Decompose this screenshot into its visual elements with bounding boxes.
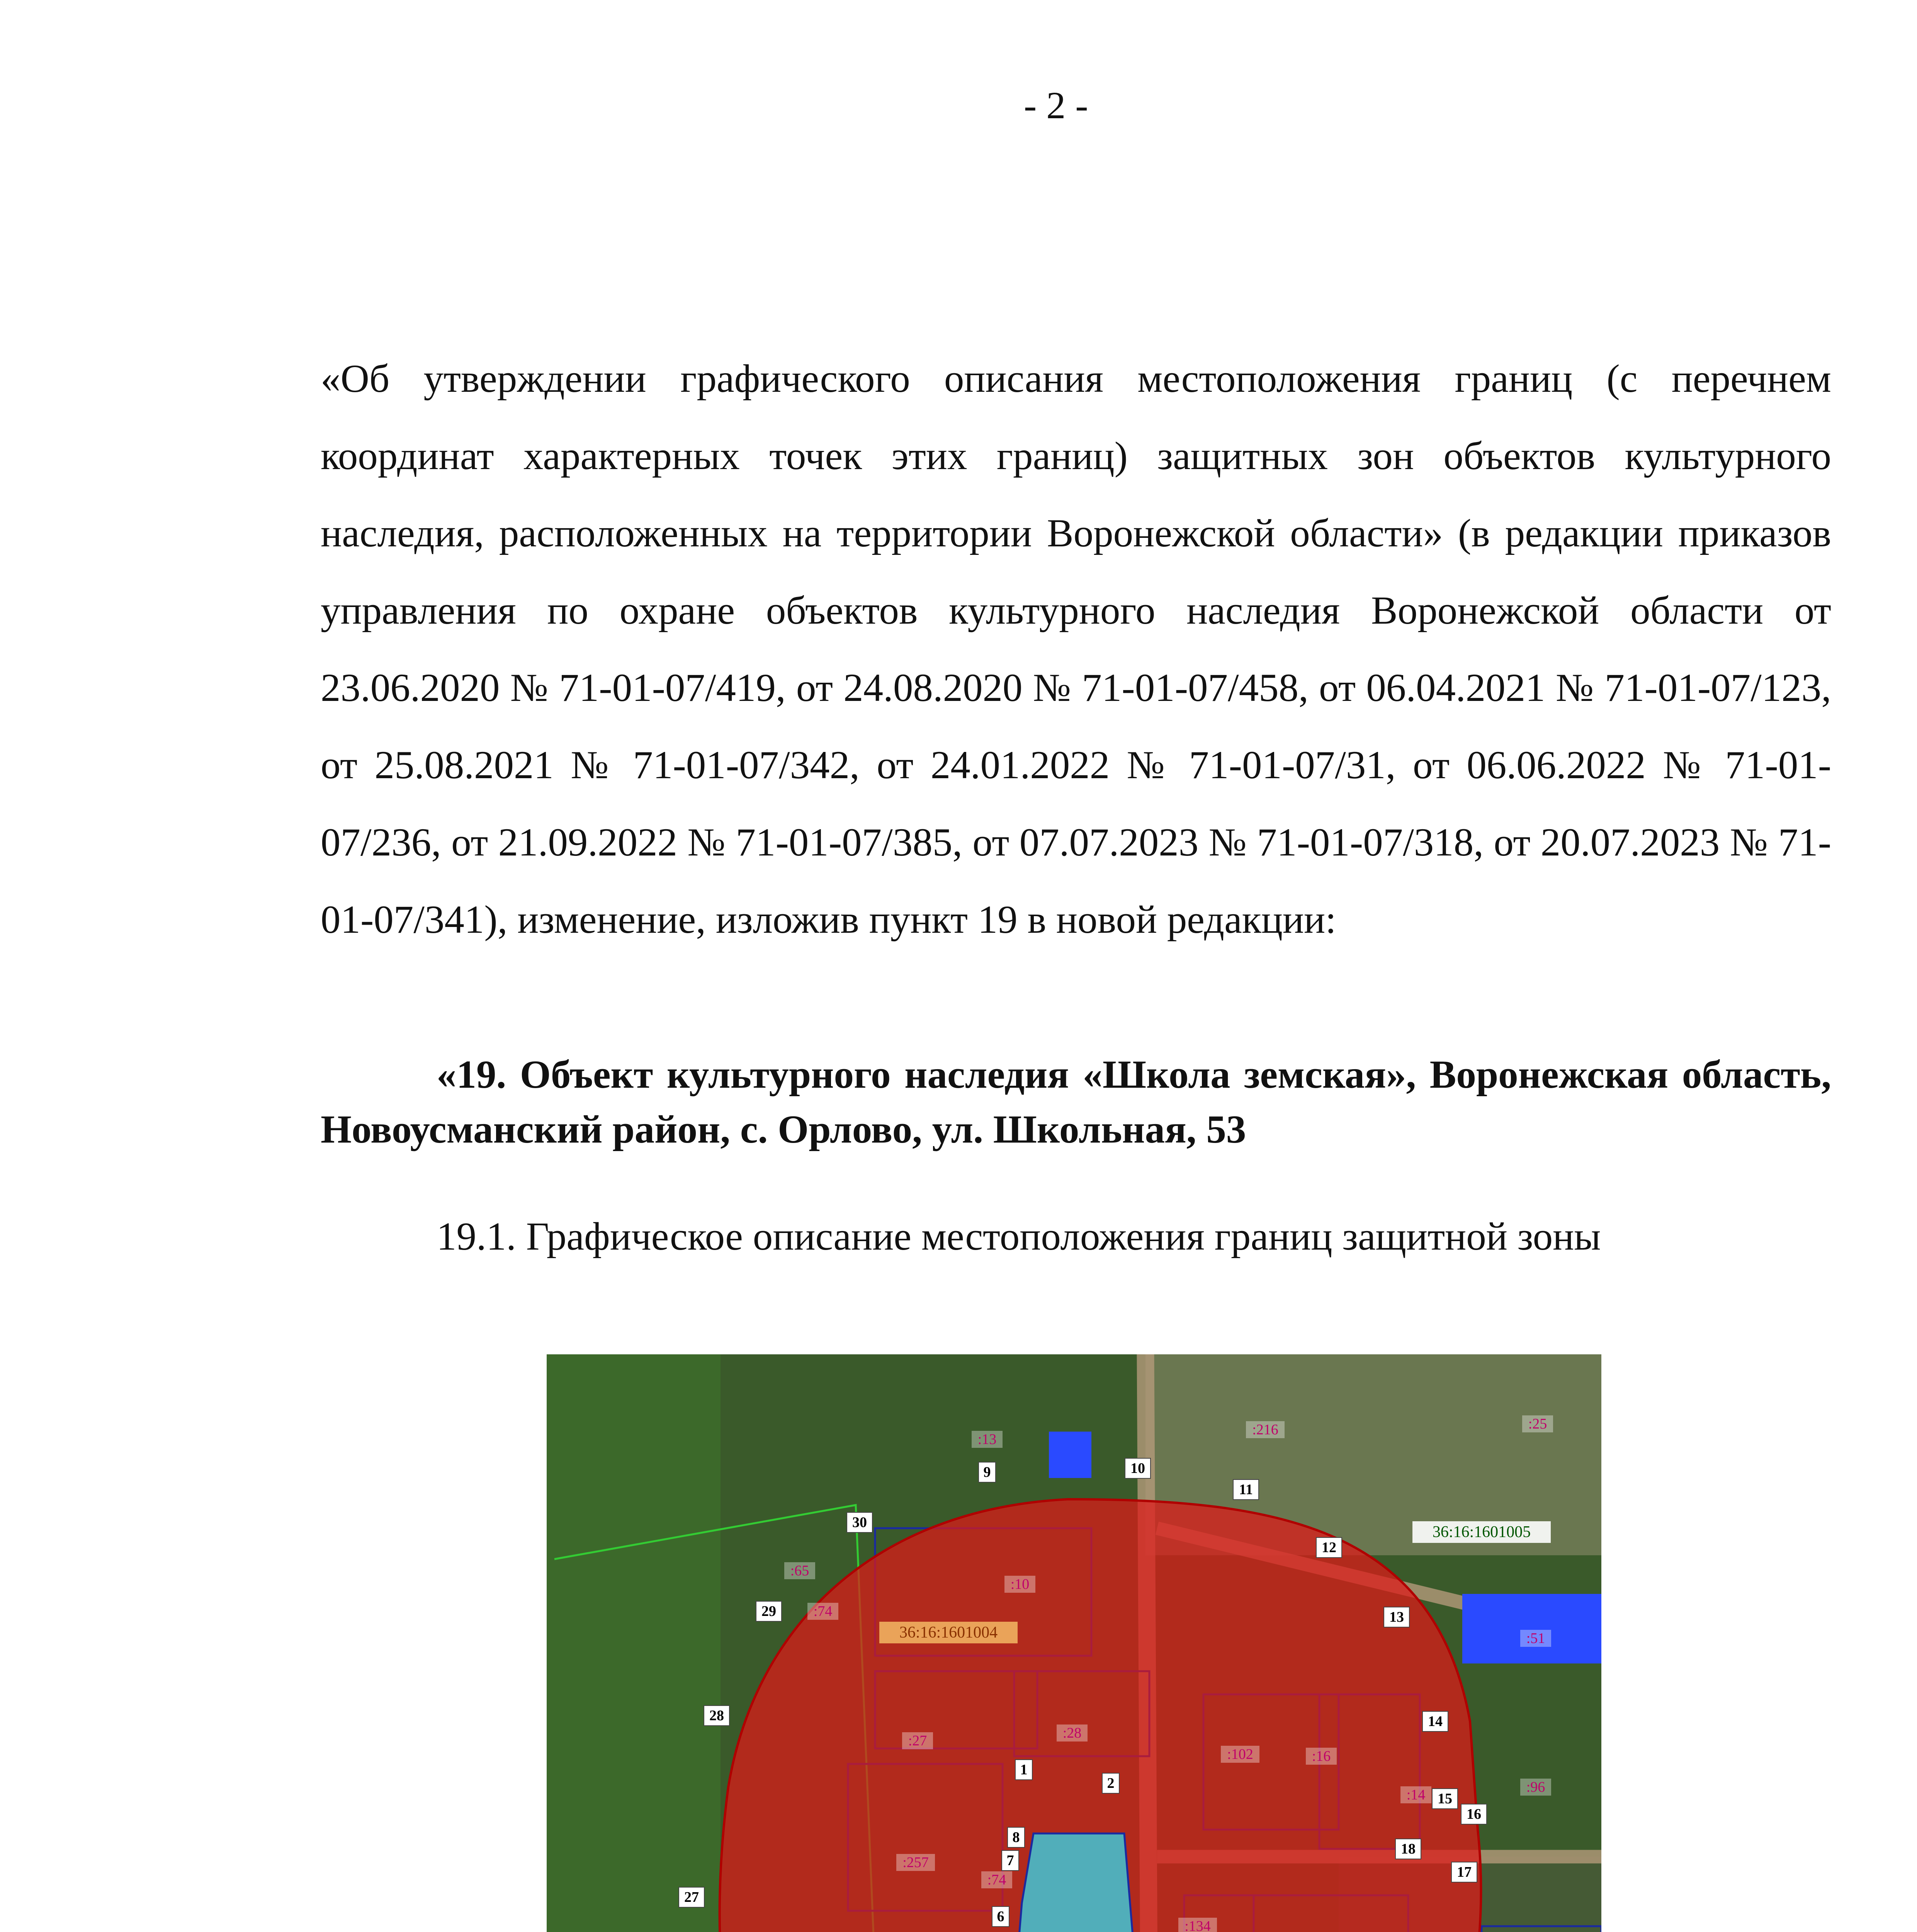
svg-text::13: :13 <box>977 1431 997 1447</box>
svg-text::96: :96 <box>1526 1779 1545 1795</box>
svg-text:36:16:1601004: 36:16:1601004 <box>899 1624 998 1641</box>
quarter-label <box>1412 1521 1551 1543</box>
parcel-label <box>981 1871 1012 1888</box>
svg-text:28: 28 <box>709 1708 724 1724</box>
parcel-label <box>1306 1748 1337 1765</box>
parcel-label <box>1178 1918 1217 1932</box>
svg-text::102: :102 <box>1227 1746 1253 1762</box>
quarter-label <box>879 1622 1018 1643</box>
svg-text:9: 9 <box>983 1464 991 1480</box>
svg-text::65: :65 <box>790 1563 809 1579</box>
boundary-point-11 <box>1233 1480 1259 1500</box>
parcel-label <box>896 1854 935 1871</box>
svg-text:18: 18 <box>1401 1841 1416 1857</box>
svg-text::74: :74 <box>813 1603 833 1619</box>
building-blue-roof <box>1049 1432 1091 1478</box>
svg-text:7: 7 <box>1006 1852 1014 1869</box>
boundary-point-15 <box>1432 1789 1458 1809</box>
parcel-label <box>784 1562 815 1579</box>
svg-text::216: :216 <box>1252 1422 1278 1438</box>
svg-text::16: :16 <box>1312 1748 1331 1764</box>
boundary-point-12 <box>1316 1537 1342 1558</box>
map-canvas <box>547 1354 1601 1932</box>
svg-text:27: 27 <box>684 1889 699 1905</box>
boundary-point-28 <box>704 1706 729 1726</box>
svg-text::27: :27 <box>908 1733 927 1749</box>
parcel-label <box>1221 1746 1259 1763</box>
svg-text:2: 2 <box>1107 1775 1115 1791</box>
svg-text:14: 14 <box>1428 1713 1443 1730</box>
svg-text:8: 8 <box>1012 1829 1020 1845</box>
boundary-point-18 <box>1395 1839 1421 1859</box>
page-number: - 2 - <box>1024 84 1088 127</box>
parcel-label <box>1520 1630 1551 1647</box>
parcel-label <box>1246 1421 1285 1438</box>
svg-text::14: :14 <box>1406 1787 1426 1803</box>
boundary-point-8 <box>1008 1827 1025 1847</box>
boundary-point-9 <box>979 1462 996 1482</box>
svg-text::28: :28 <box>1062 1725 1082 1741</box>
svg-text:16: 16 <box>1467 1806 1481 1822</box>
parcel-label <box>807 1603 838 1620</box>
svg-text:15: 15 <box>1438 1791 1452 1807</box>
svg-text::257: :257 <box>902 1854 929 1871</box>
svg-text::74: :74 <box>987 1872 1006 1888</box>
heritage-object-parcel <box>1016 1833 1136 1932</box>
boundary-point-7 <box>1002 1850 1019 1871</box>
protection-zone-map <box>547 1354 1601 1932</box>
svg-text:11: 11 <box>1239 1481 1253 1498</box>
parcel-label <box>1057 1725 1088 1742</box>
boundary-point-2 <box>1102 1773 1119 1793</box>
parcel-label <box>972 1431 1003 1448</box>
parcel-label <box>902 1732 933 1749</box>
building-blue-roof <box>1462 1594 1601 1663</box>
svg-text:10: 10 <box>1130 1460 1145 1476</box>
svg-text::10: :10 <box>1010 1576 1030 1592</box>
svg-text:6: 6 <box>997 1908 1004 1925</box>
boundary-point-1 <box>1015 1760 1032 1780</box>
svg-text::134: :134 <box>1185 1918 1211 1932</box>
parcel-label <box>1004 1576 1035 1593</box>
svg-text:36:16:1601005: 36:16:1601005 <box>1432 1523 1531 1541</box>
parcel-label <box>1520 1779 1551 1796</box>
svg-text::51: :51 <box>1526 1630 1545 1646</box>
boundary-point-27 <box>679 1887 704 1907</box>
svg-text:13: 13 <box>1389 1609 1404 1625</box>
svg-text:30: 30 <box>852 1514 867 1531</box>
boundary-point-16 <box>1461 1804 1487 1824</box>
boundary-point-14 <box>1422 1711 1448 1731</box>
svg-text::25: :25 <box>1528 1416 1547 1432</box>
svg-text:12: 12 <box>1322 1539 1336 1556</box>
boundary-point-30 <box>847 1512 872 1532</box>
parcel-label <box>1400 1786 1431 1803</box>
parcel-label <box>1522 1415 1553 1432</box>
svg-text:17: 17 <box>1457 1864 1472 1880</box>
section-heading: «19. Объект культурного наследия «Школа земская», Воронежская область, Новоусманский район, с. Орлово, ул. Школьная, 53 <box>321 1053 1831 1151</box>
svg-text:29: 29 <box>761 1603 776 1619</box>
field-west <box>547 1354 721 1932</box>
section-subheading: 19.1. Графическое описание местоположения границ защитной зоны <box>437 1214 1601 1259</box>
boundary-point-6 <box>992 1906 1009 1927</box>
boundary-point-29 <box>756 1601 782 1621</box>
order-amendment-text: «Об утверждении графического описания местоположения границ (с перечнем координат характерных точек этих границ) защитных зон объектов культурного наследия, расположенных на территории Воронежской области» (в редакции приказов управления по охране объектов культурного наследия Воронежской области от 23.06.2020 № 71-01-07/419, от 24.08.2020 № 71-01-07/458, от 06.04.2021 № 71-01-07/123, от 25.08.2021 № 71-01-07/342, от 24.01.2022 № 71-01-07/31, от 06.06.2022 № 71-01-07/236, от 21.09.2022 № 71-01-07/385, от 07.07.2023 № 71-01-07/318, от 20.07.2023 № 71-01-07/341), изменение, изложив пункт 19 в новой редакции: <box>321 357 1831 942</box>
svg-text:1: 1 <box>1020 1762 1028 1778</box>
boundary-point-13 <box>1384 1607 1409 1627</box>
boundary-point-10 <box>1125 1458 1151 1478</box>
boundary-point-17 <box>1451 1862 1477 1882</box>
